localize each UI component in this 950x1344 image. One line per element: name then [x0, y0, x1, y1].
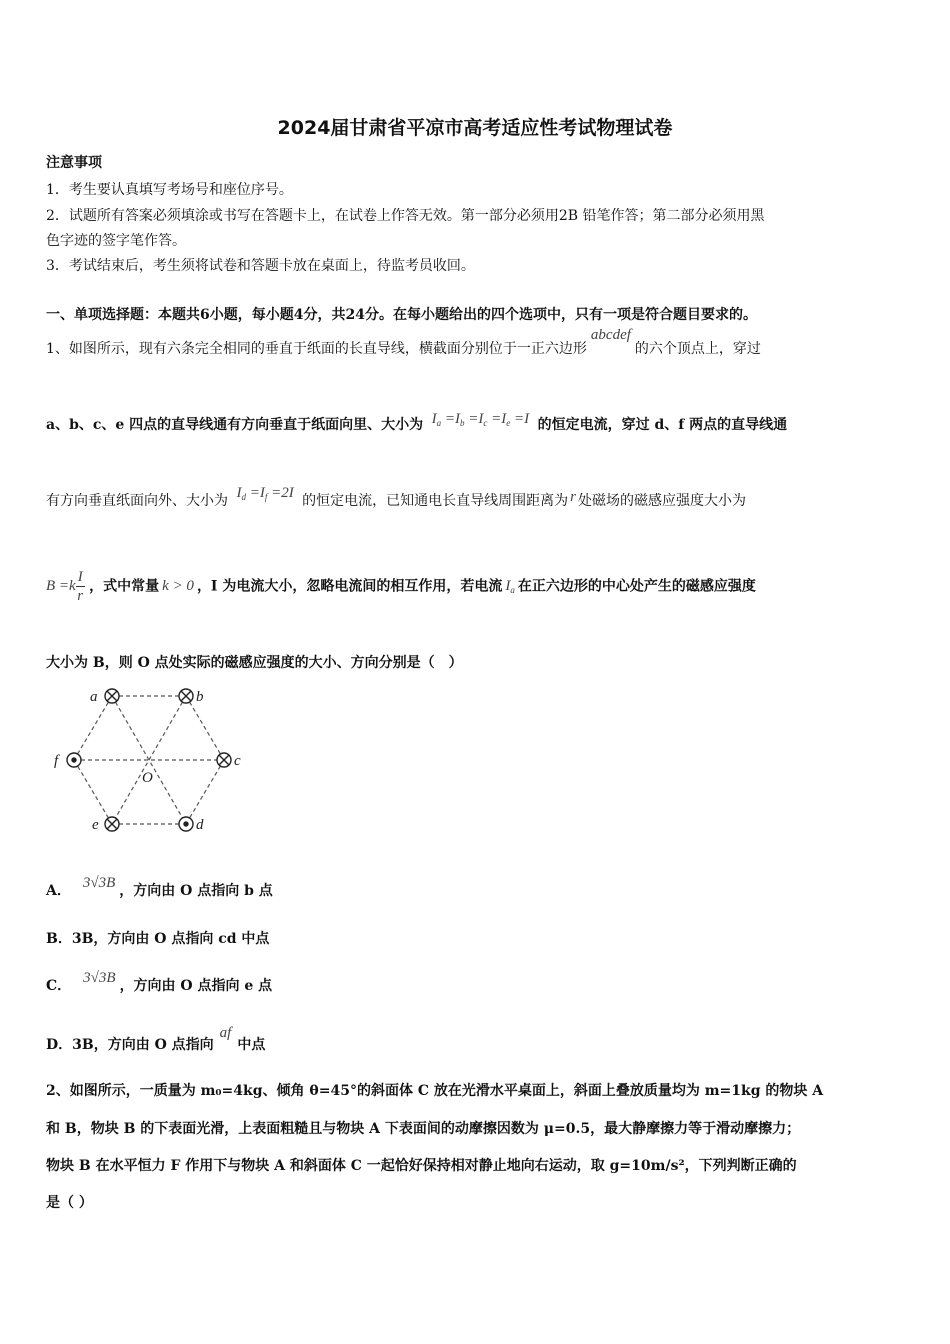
- current-ia: $I_a$: [505, 578, 515, 596]
- current-equation-1: $I_a =I_b =I_c =I_e =I$: [431, 411, 530, 428]
- current-equation-2: $I_d =I_f =2I$: [236, 485, 294, 502]
- q1-line-1: 1、如图所示，现有六条完全相同的垂直于纸面的长直导线，横截面分别位于一正六边形abcdef的六个顶点上，穿过: [46, 327, 761, 357]
- wire-e-icon: [105, 817, 119, 831]
- option-a[interactable]: A． 3√3B ，方向由 O 点指向 b 点: [46, 875, 273, 899]
- wire-b-icon: [179, 689, 193, 703]
- q1-line-3: 有方向垂直纸面向外、大小为 $I_d =I_f =2I$ 的恒定电流，已知通电长直导线周围距离为 r 处磁场的磁感应强度大小为: [46, 485, 747, 509]
- notice-item-3: 3．考试结束后，考生须将试卷和答题卡放在桌面上，待监考员收回。: [46, 258, 475, 274]
- section-heading: 一、单项选择题：本题共6小题，每小题4分，共24分。在每小题给出的四个选项中，只有一项是符合题目要求的。: [46, 307, 757, 323]
- label-d: d: [196, 817, 204, 833]
- q2-line-1: 2、如图所示，一质量为 m₀=4kg、倾角 θ=45°的斜面体 C 放在光滑水平桌面上，斜面上叠放质量均为 m=1kg 的物块 A: [46, 1083, 824, 1099]
- q2-line-4: 是（ ）: [46, 1195, 93, 1211]
- notice-item-2: 2．试题所有答案必须填涂或书写在答题卡上，在试卷上作答无效。第一部分必须用2B 铅笔作答；第二部分必须用黑: [46, 208, 765, 224]
- wire-d-icon: [179, 817, 193, 831]
- label-c: c: [234, 753, 241, 769]
- hexagon-figure: [46, 680, 256, 840]
- hexagon-name: abcdef: [590, 327, 631, 343]
- label-e: e: [92, 817, 99, 833]
- label-f: f: [54, 753, 59, 769]
- q1-line-2: a、b、c、e 四点的直导线通有方向垂直于纸面向里、大小为 $I_a =I_b =I_c =I_e =I$ 的恒定电流，穿过 d、f 两点的直导线通: [46, 411, 788, 433]
- notice-item-2-cont: 色字迹的签字笔作答。: [46, 233, 186, 249]
- option-c[interactable]: C． 3√3B ，方向由 O 点指向 e 点: [46, 970, 273, 994]
- q2-line-3: 物块 B 在水平恒力 F 作用下与物块 A 和斜面体 C 一起恰好保持相对静止地向右运动，取 g=10m/s²，下列判断正确的: [46, 1158, 797, 1174]
- page-title: 2024届甘肃省平凉市高考适应性考试物理试卷: [277, 117, 673, 139]
- label-a: a: [90, 689, 98, 705]
- wire-f-icon: [67, 753, 81, 767]
- wire-a-icon: [105, 689, 119, 703]
- label-o: O: [142, 770, 153, 786]
- option-b[interactable]: B．3B，方向由 O 点指向 cd 中点: [46, 931, 270, 947]
- label-b: b: [196, 689, 204, 705]
- option-d[interactable]: D．3B，方向由 O 点指向af中点: [46, 1025, 266, 1053]
- q1-line-4: B =k $\frac{I}{r}$ ，式中常量 k > 0 ，I 为电流大小，忽略电流间的相互作用，若电流 $I_a$ 在正六边形的中心处产生的磁感应强度: [46, 569, 756, 604]
- field-formula: B =k $\frac{I}{r}$: [46, 569, 84, 604]
- q2-line-2: 和 B，物块 B 的下表面光滑，上表面粗糙且与物块 A 下表面间的动摩擦因数为 μ=0.5，最大静摩擦力等于滑动摩擦力；: [46, 1121, 801, 1137]
- q1-line-5: 大小为 B，则 O 点处实际的磁感应强度的大小、方向分别是（ ）: [46, 655, 463, 671]
- notice-item-1: 1．考生要认真填写考场号和座位序号。: [46, 182, 293, 198]
- wire-c-icon: [217, 753, 231, 767]
- notice-heading: 注意事项: [46, 155, 102, 171]
